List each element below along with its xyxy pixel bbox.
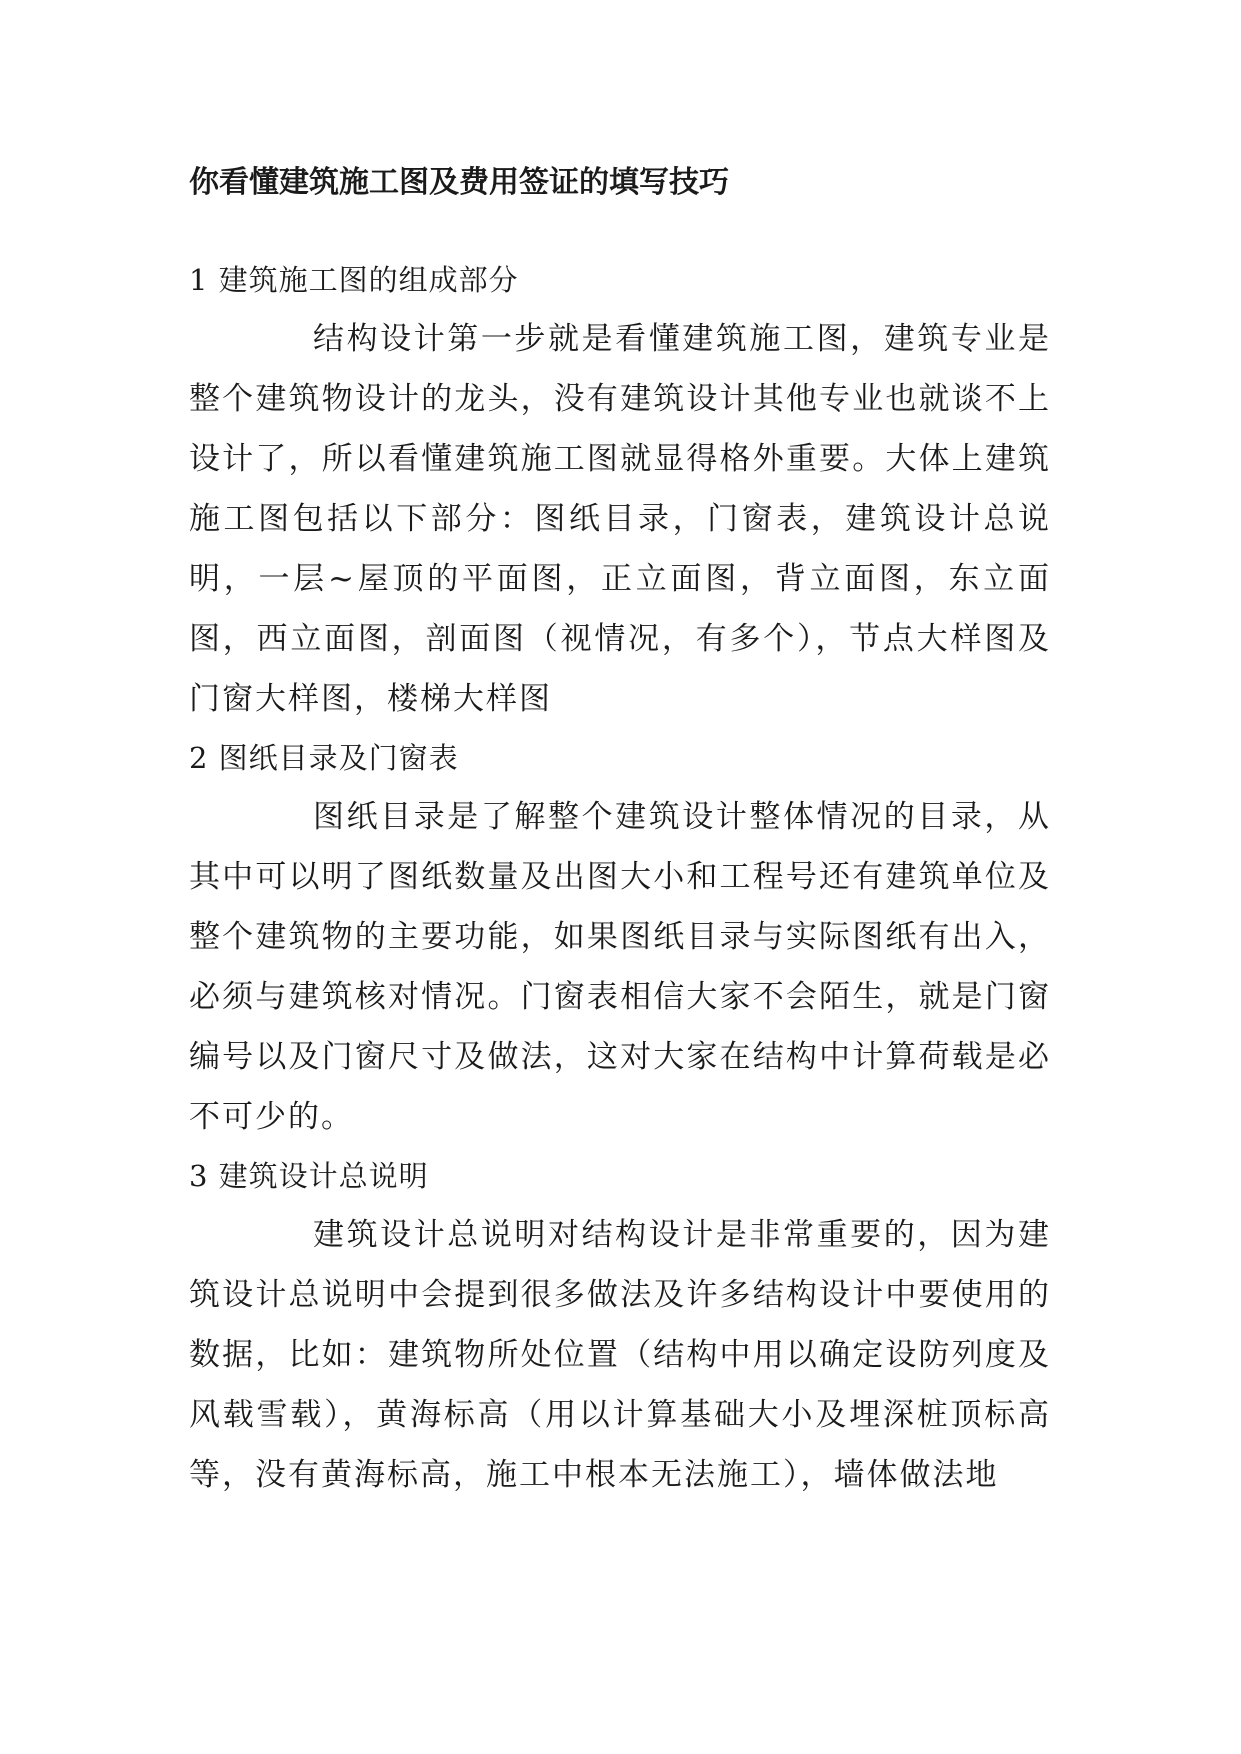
document-content: [189, 163, 1051, 1505]
section-paragraph: 建筑设计总说明对结构设计是非常重要的，因为建筑设计总说明中会提到很多做法及许多结构设计中要使用的数据，比如：建筑物所处位置（结构中用以确定设防列度及风载雪载），黄海标高（用以计算基础大小及埋深桩顶标高等，没有黄海标高，施工中根本无法施工），墙体做法地: [189, 1217, 1051, 1493]
section-heading: 2 图纸目录及门窗表: [189, 741, 459, 775]
section-paragraph: 结构设计第一步就是看懂建筑施工图，建筑专业是整个建筑物设计的龙头，没有建筑设计其他专业也就谈不上设计了，所以看懂建筑施工图就显得格外重要。大体上建筑施工图包括以下部分：图纸目录，门窗表，建筑设计总说明，一层~屋顶的平面图，正立面图，背立面图，东立面图，西立面图，剖面图（视情况，有多个），节点大样图及门窗大样图，楼梯大样图: [189, 321, 1051, 717]
section-3: [189, 1147, 1051, 1505]
section-heading: 1 建筑施工图的组成部分: [189, 263, 519, 297]
document-title: 你看懂建筑施工图及费用签证的填写技巧: [189, 165, 729, 200]
section-heading: 3 建筑设计总说明: [189, 1159, 429, 1193]
section-1: [189, 251, 1051, 729]
section-2: [189, 729, 1051, 1147]
section-paragraph: 图纸目录是了解整个建筑设计整体情况的目录，从其中可以明了图纸数量及出图大小和工程号还有建筑单位及整个建筑物的主要功能，如果图纸目录与实际图纸有出入，必须与建筑核对情况。门窗表相信大家不会陌生，就是门窗编号以及门窗尺寸及做法，这对大家在结构中计算荷载是必不可少的。: [189, 799, 1051, 1135]
